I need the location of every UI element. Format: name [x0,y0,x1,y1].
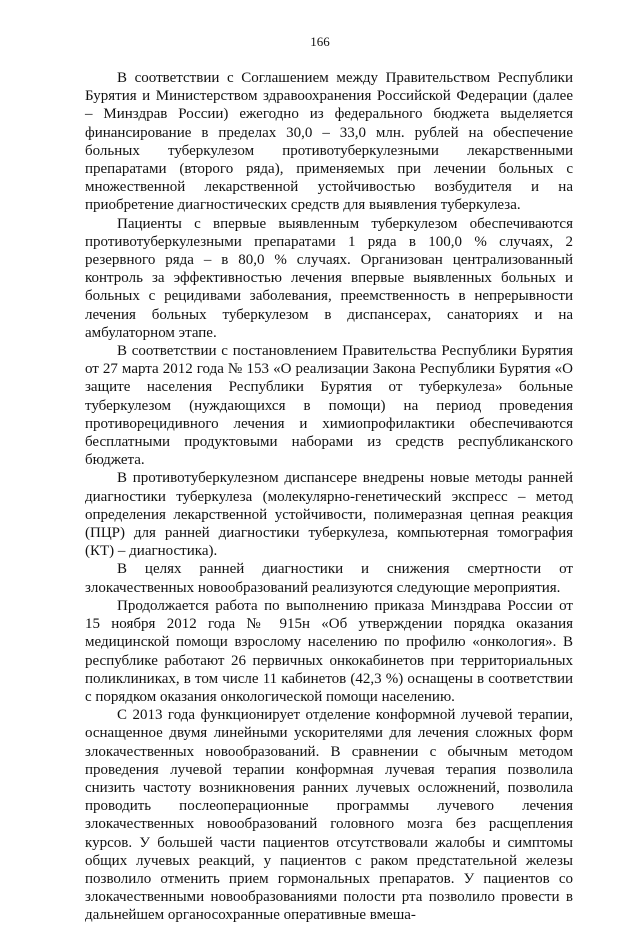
page-number: 166 [310,34,330,49]
paragraph-oncology-intro: В целях ранней диагностики и снижения смертности от злокачественных новообразований реализуются следующие мероприятия. [85,561,573,596]
paragraph-drug-supply: Пациенты с впервые выявленным туберкулезом обеспечиваются противотуберкулезными препаратами 1 ряда в 100,0 % случаях, 2 резервного ряда – в 80,0 % случаях. Организован централизованный контроль за эффективностью лечения впервые выявленных больных и больных с рецидивами заболевания, преемственность в непрерывности лечения больных туберкулезом в диспансерах, санаториях и на амбулаторном этапе. [85,215,573,341]
paragraph-diagnostics: В противотуберкулезном диспансере внедрены новые методы ранней диагностики туберкулеза (молекулярно-генетический экспресс – метод определения лекарственной устойчивости, полимеразная цепная реакция (ПЦР) для ранней диагностики туберкулеза, компьютерная томография (КТ) – диагностика). [85,470,573,560]
paragraph-food-sets: В соответствии с постановлением Правительства Республики Бурятия от 27 марта 2012 года № 153 «О реализации Закона Республики Бурятия «О защите населения Республики Бурятия от туберкулеза» больные туберкулезом (нуждающихся в помощи) на период проведения противорецидивного лечения и химиопрофилактики обеспечиваются бесплатными продуктовыми наборами из средств республиканского бюджета. [85,343,573,469]
paragraph-funding: В соответствии с Соглашением между Правительством Республики Бурятия и Министерством здравоохранения Российской Федерации (далее – Минздрав России) ежегодно из федерального бюджета выделяется финансирование в пределах 30,0 – 33,0 млн. рублей на обеспечение больных туберкулезом противотуберкулезными лекарственными препаратами (второго ряда), применяемых при лечении больных с множественной лекарственной устойчивостью возбудителя и на приобретение диагностических средств для выявления туберкулеза. [85,70,573,214]
body-text [85,69,573,925]
paragraph-radiotherapy: С 2013 года функционирует отделение конформной лучевой терапии, оснащенное двумя линейными ускорителями для лечения сложных форм злокачественных новообразований. В сравнении с обычным методом проведения лучевой терапии конформная лучевая терапия позволила снизить частоту возникновения ранних лучевых осложнений, позволила проводить послеоперационные программы лучевого лечения злокачественных новообразований головного мозга без расщепления курсов. У большей части пациентов отсутствовали жалобы и симптомы общих лучевых реакций, у пациентов с раком предстательной железы позволило отменить прием гормональных препаратов. У пациентов со злокачественными новообразованиями полости рта позволило провести в дальнейшем органосохранные оперативные вмеша- [85,707,573,924]
paragraph-oncology-order: Продолжается работа по выполнению приказа Минздрава России от 15 ноября 2012 года № 915н «Об утверждении порядка оказания медицинской помощи взрослому населению по профилю «онкология». В республике работают 26 первичных онкокабинетов при территориальных поликлиниках, в том числе 11 кабинетов (42,3 %) оснащены в соответствии с порядком оказания онкологической помощи населению. [85,597,573,705]
